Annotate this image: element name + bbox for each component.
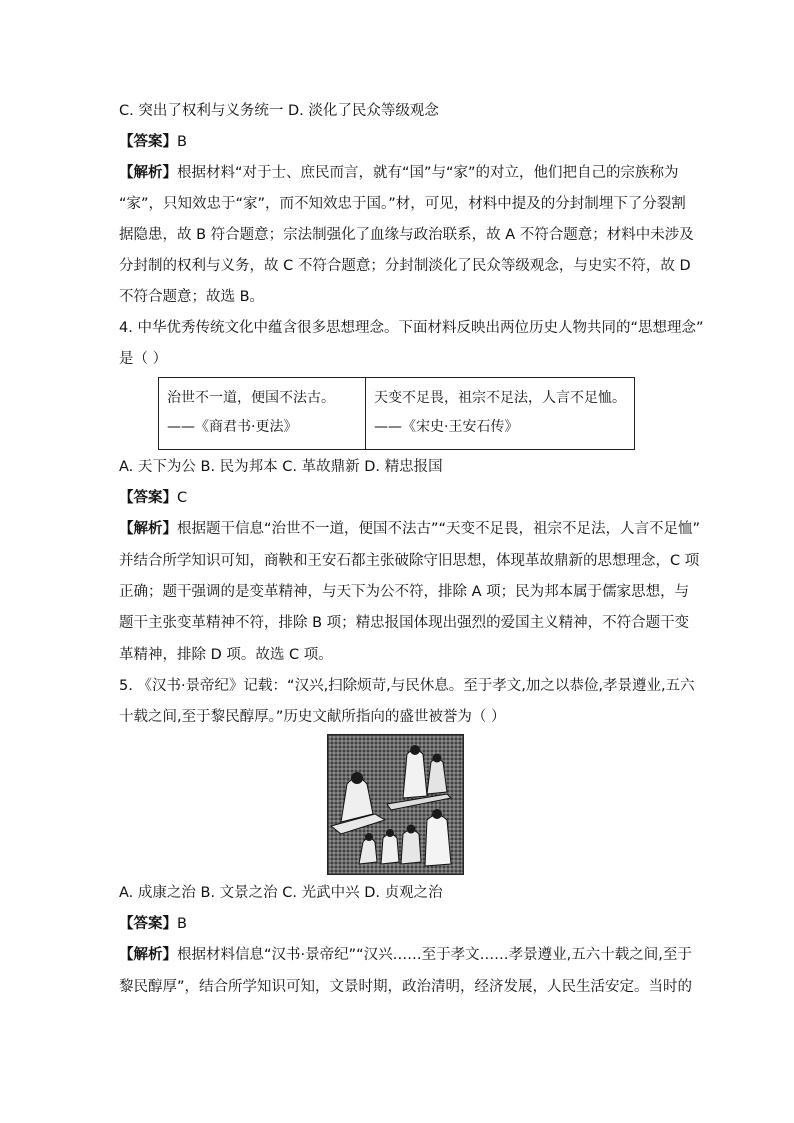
quote-right-source: ——《宋史·王安石传》 [374,419,519,435]
q5-answer [119,914,187,934]
q4-answer [119,488,187,508]
q4-quote-table [158,377,635,450]
q3-answer [119,132,187,152]
q4-analysis-line-1 [119,519,700,539]
analysis-text: 根据材料信息“汉书·景帝纪”“汉兴……至于孝文……孝景遵业,五六十载之间,至于 [177,947,692,963]
analysis-text: 根据题干信息“治世不一道，便国不法古”“天变不足畏，祖宗不足法，人言不足恤” [177,521,701,537]
q3-analysis-line-1 [119,163,679,183]
han-stone-rubbing-image [327,734,464,875]
answer-value: C [177,490,188,506]
q3-analysis-line-2: “家”，只知效忠于“家”，而不知效忠于国。”材，可见，材料中提及的分封制埋下了分裂割 [119,196,686,212]
answer-label: 【答案】 [119,134,177,150]
q5-stem-line-2: 十载之间,至于黎民醇厚。”历史文献所指向的盛世被誉为（ ） [119,709,506,725]
q4-analysis-line-5: 革精神，排除 D 项。故选 C 项。 [119,647,333,663]
q3-analysis-line-3: 据隐患，故 B 符合题意；宗法制强化了血缘与政治联系，故 A 不符合题意；材料中未涉及 [119,227,694,243]
q4-stem-line-1: 4. 中华优秀传统文化中蕴含很多思想理念。下面材料反映出两位历史人物共同的“思想理念” [119,320,704,336]
q5-analysis-line-1 [119,945,692,965]
q5-stem-line-1: 5. 《汉书·景帝纪》记载：“汉兴,扫除烦苛,与民休息。至于孝文,加之以恭俭,孝景遵业,五六 [119,678,695,694]
quote-right-text: 天变不足畏，祖宗不足法，人言不足恤。 [374,390,626,406]
answer-label: 【答案】 [119,490,177,506]
analysis-text: 根据材料“对于士、庶民而言，就有“国”与“家”的对立，他们把自己的宗族称为 [177,165,679,181]
q4-options: A. 天下为公 B. 民为邦本 C. 革故鼎新 D. 精忠报国 [119,459,443,475]
analysis-label: 【解析】 [119,947,177,963]
quote-left-source: ——《商君书·更法》 [167,419,298,435]
quote-cell-right [366,378,635,450]
q4-analysis-line-4: 题干主张变革精神不符，排除 B 项；精忠报国体现出强烈的爱国主义精神，不符合题干变 [119,615,690,631]
q3-analysis-line-5: 不符合题意；故选 B。 [119,289,265,305]
q5-options: A. 成康之治 B. 文景之治 C. 光武中兴 D. 贞观之治 [119,885,443,901]
analysis-label: 【解析】 [119,165,177,181]
q3-options: C. 突出了权利与义务统一 D. 淡化了民众等级观念 [119,103,439,119]
q4-analysis-line-2: 并结合所学知识可知，商鞅和王安石都主张破除守旧思想，体现革故鼎新的思想理念，C 项 [119,553,700,569]
answer-value: B [177,916,187,932]
q4-analysis-line-3: 正确；题干强调的是变革精神，与天下为公不符，排除 A 项；民为邦本属于儒家思想，与 [119,584,690,600]
quote-cell-left [159,378,366,450]
q5-analysis-line-2: 黎民醇厚”，结合所学知识可知，文景时期，政治清明，经济发展，人民生活安定。当时的 [119,979,693,995]
answer-value: B [177,134,187,150]
quote-left-text: 治世不一道，便国不法古。 [167,390,335,406]
q4-stem-line-2: 是（ ） [119,351,168,367]
analysis-label: 【解析】 [119,521,177,537]
answer-label: 【答案】 [119,916,177,932]
q3-analysis-line-4: 分封制的权利与义务，故 C 不符合题意；分封制淡化了民众等级观念，与史实不符，故 D [119,258,691,274]
